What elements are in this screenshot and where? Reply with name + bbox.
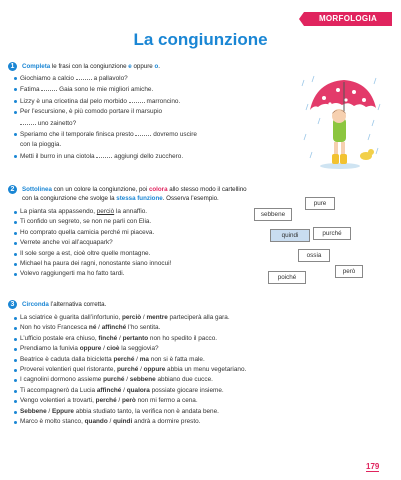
sentence-text: Per l’escursione, è più comodo portare il marsupio [20, 108, 163, 116]
instruction-text: le frasi con la congiunzione [50, 63, 129, 70]
choice-option[interactable]: affinché [101, 324, 127, 332]
page-number: 179 [366, 462, 380, 471]
instruction-text: con la congiunzione che svolge la [22, 195, 117, 202]
answer-blank[interactable] [41, 84, 57, 91]
list-item: Ti accompagnerò da Lucia affinché / qualora possiate giocare insieme. [20, 386, 246, 396]
sentence-text: possiate giocare insieme. [149, 386, 224, 394]
list-item [20, 217, 171, 227]
list-item: Proverei volentieri quel ristorante, purché / oppure abbia un menu vegetariano. [20, 365, 246, 375]
conj-card-pure[interactable]: pure [305, 197, 335, 210]
sentence-text: Ho comprato quella camicia perché mi piaceva. [20, 228, 155, 236]
instruction-text: . [158, 63, 160, 70]
list-item [20, 259, 171, 269]
sentence-text: Non ho visto Francesca [20, 324, 89, 332]
sentence-text: Fatima [20, 86, 40, 94]
list-item: La sciatrice è guarita dall’infortunio, perciò / mentre parteciperà alla gara. [20, 313, 246, 323]
sentence-text: Speriamo che il temporale finisca presto [20, 131, 134, 139]
instruction-text: . Osserva l’esempio. [162, 195, 219, 202]
choice-option[interactable]: mentre [146, 314, 168, 321]
list-item [20, 84, 197, 95]
sentence-text: con la pioggia. [20, 141, 62, 149]
sentence-text: marroncino. [146, 97, 181, 105]
conj-card-poiche[interactable]: poiché [268, 271, 306, 284]
answer-blank[interactable] [76, 73, 92, 80]
choice-option[interactable]: però [121, 397, 136, 405]
choice-option[interactable]: Eppure [51, 407, 74, 415]
choice-option[interactable]: ma [139, 355, 149, 363]
sentence-text: Vengo volentieri a trovarti, [20, 397, 96, 405]
exercise-3-list [20, 313, 246, 427]
choice-option[interactable]: quindi [113, 418, 133, 426]
exercise-number: 2 [8, 185, 17, 194]
sentence-text: non mi fermo a cena. [135, 397, 198, 405]
exercise-instruction [22, 185, 322, 203]
choice-option[interactable]: finché [98, 334, 118, 342]
instruction-func: stessa funzione [116, 195, 163, 202]
sentence-text: non si è fatta male. [148, 355, 205, 363]
sentence-text: Giochiamo a calcio [20, 75, 74, 82]
list-item [20, 151, 197, 162]
answer-blank[interactable] [96, 151, 112, 158]
list-item: L’ufficio postale era chiuso, finché / pertanto non ho spedito il pacco. [20, 334, 246, 344]
list-item [20, 73, 197, 84]
exercise-instruction [22, 62, 322, 71]
choice-option[interactable]: perché [95, 397, 117, 405]
sentence-text: Verrete anche voi all’acquapark? [20, 239, 113, 247]
list-item: Marco è molto stanco, quando / quindi andrà a dormire presto. [20, 417, 246, 427]
exercise-1-list [20, 73, 197, 162]
list-item: Sebbene / Eppure abbia studiato tanto, la verifica non è andata bene. [20, 407, 246, 417]
choice-option[interactable]: purché [103, 376, 125, 384]
sentence-text: abbiano due cucce. [155, 376, 213, 384]
conj-card-ossia[interactable]: ossia [298, 249, 330, 262]
instruction-verb: Completa [22, 63, 51, 70]
answer-blank[interactable] [129, 96, 145, 103]
page-title: La congiunzione [133, 30, 268, 49]
choice-option[interactable]: perché [113, 355, 135, 363]
sentence-text: Volevo raggiungerti ma ho fatto tardi. [20, 270, 125, 278]
conj-card-sebbene[interactable]: sebbene [254, 208, 292, 221]
list-item [20, 129, 197, 140]
exercise-instruction [22, 300, 322, 309]
sentence-text: Beatrice è caduta dalla bicicletta [20, 355, 114, 363]
sentence-text: la annaffio. [114, 208, 148, 215]
list-item [20, 207, 171, 217]
instruction-text: l’alternativa corretta. [48, 301, 107, 308]
sentence-text: andrà a dormire presto. [132, 418, 201, 426]
sentence-text: aggiungi dello zucchero. [114, 152, 184, 160]
sentence-text: non ho spedito il pacco. [148, 334, 218, 342]
instruction-verb: Circonda [22, 301, 49, 308]
choice-option[interactable]: quando [84, 418, 108, 426]
exercise-2-list [20, 207, 171, 280]
sentence-text: a pallavolo? [93, 75, 128, 82]
umbrella-girl-illustration [300, 74, 384, 172]
list-item: Vengo volentieri a trovarti, perché / però non mi fermo a cena. [20, 396, 246, 406]
instruction-text: oppure [131, 63, 155, 70]
choice-option[interactable]: né [88, 324, 97, 332]
choice-option[interactable]: Sebbene [20, 407, 47, 415]
instruction-verb: Sottolinea [22, 186, 52, 193]
list-item [20, 249, 171, 259]
sentence-text: Il sole sorge a est, cioè oltre quelle montagne. [20, 249, 151, 257]
exercise-number: 3 [8, 300, 17, 309]
sentence-text: Michael ha paura dei ragni, nonostante siano innocui! [20, 260, 172, 268]
conj-e: e [128, 63, 132, 70]
section-tag: MORFOLOGIA [304, 12, 392, 26]
choice-option[interactable]: sebbene [129, 376, 156, 384]
choice-option[interactable]: affinché [96, 386, 122, 394]
list-item: Non ho visto Francesca né / affinché l’ho sentita. [20, 323, 246, 333]
choice-option[interactable]: oppure [79, 345, 102, 353]
answer-blank[interactable] [20, 118, 36, 125]
sentence-text: Lizzy è una cricetina dal pelo morbido [20, 97, 127, 105]
choice-option[interactable]: qualora [126, 386, 150, 394]
list-item [20, 107, 197, 117]
sentence-text: abbia studiato tanto, la verifica non è andata bene. [73, 407, 219, 415]
list-item [20, 140, 197, 150]
sentence-text: L’ufficio postale era chiuso, [20, 334, 99, 342]
sentence-text: Marco è molto stanco, [20, 418, 85, 426]
sentence-text: Prendiamo la funivia [20, 345, 80, 353]
conj-card-pero[interactable]: però [335, 265, 363, 278]
sentence-text: l’ho sentita. [126, 324, 161, 332]
sentence-text: dovremo uscire [153, 131, 197, 139]
list-item [20, 228, 171, 238]
conj-o: o [154, 63, 159, 70]
sentence-text: Proverei volentieri quel ristorante, [20, 366, 117, 374]
list-item: Prendiamo la funivia oppure / cioè la seggiovia? [20, 344, 246, 354]
sentence-text: parteciperà alla gara. [167, 314, 230, 321]
sentence-text: Metti il burro in una ciotola [20, 152, 95, 160]
sentence-text: Ti accompagnerò da Lucia [20, 386, 97, 394]
sentence-text: Ti confido un segreto, se non ne parli con Elia. [20, 218, 152, 226]
instruction-text: allo stesso modo il cartellino [167, 186, 247, 193]
sentence-text: I cagnolini dormono assieme [20, 376, 104, 384]
sentence-text: La sciatrice è guarita dall’infortunio, [20, 314, 122, 321]
choice-option[interactable]: oppure [143, 366, 166, 374]
list-item [20, 269, 171, 279]
list-item [20, 118, 197, 129]
list-item [20, 238, 171, 248]
list-item: Beatrice è caduta dalla bicicletta perché / ma non si è fatta male. [20, 355, 246, 365]
list-item: I cagnolini dormono assieme purché / sebbene abbiano due cucce. [20, 375, 246, 385]
answer-blank[interactable] [135, 129, 151, 136]
conj-card-purche[interactable]: purché [313, 227, 351, 240]
choice-option[interactable]: cioè [106, 345, 120, 353]
sentence-text: uno zainetto? [37, 119, 77, 127]
exercise-number: 1 [8, 62, 17, 71]
sentence-text: abbia un menu vegetariano. [165, 366, 247, 374]
sentence-text: Gaia sono le mie migliori amiche. [59, 86, 154, 94]
list-item [20, 96, 197, 107]
choice-option[interactable]: purché [116, 366, 139, 374]
instruction-text: con un colore la congiunzione, poi [51, 186, 149, 193]
choice-option[interactable]: pertanto [122, 334, 149, 342]
underlined-conjunction[interactable]: perciò [96, 208, 115, 215]
instruction-colora: colora [148, 186, 168, 193]
sentence-text: la seggiovia? [119, 345, 159, 353]
choice-option[interactable]: perciò [121, 314, 142, 321]
sentence-text: La pianta sta appassendo, [20, 208, 97, 215]
conj-card-quindi[interactable]: quindi [270, 229, 310, 242]
